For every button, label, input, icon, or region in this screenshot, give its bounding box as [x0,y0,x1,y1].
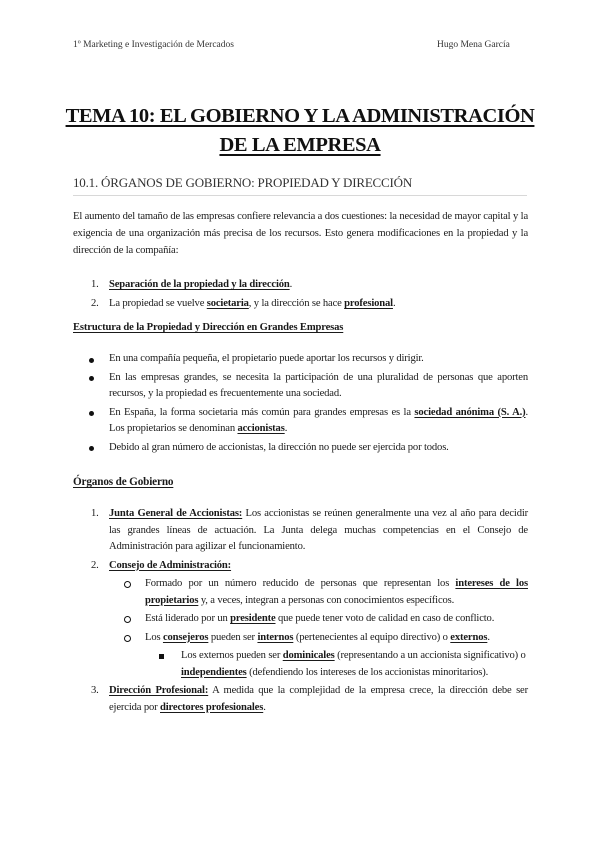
bold-term: dominicales [282,650,335,661]
bullet-icon [89,376,94,381]
text-fragment: Los [145,631,163,643]
text-fragment: y, a veces, integran a personas con conocimientos específicos. [198,594,455,606]
sub-list-item [109,576,528,609]
sub-sub-list-item [145,648,528,681]
text-fragment: (defendiendo los intereses de los accionistas minoritarios). [246,666,489,678]
structure-heading: Estructura de la Propiedad y Dirección en Grandes Empresas [73,322,344,333]
text-fragment: , y la dirección se hace [248,298,345,309]
list-item [73,294,528,313]
hollow-bullet-icon [124,616,131,623]
section-divider [73,195,527,196]
list-number: 1. [91,508,99,519]
text-fragment: En España, la forma societaria más común para grandes empresas es la [109,406,415,418]
list-item [73,370,528,403]
header-author: Hugo Mena García [437,40,510,50]
square-bullet-icon [159,654,164,659]
text-fragment: Formado por un número reducido de personas que representan los [145,578,456,589]
list-number: 1. [91,279,99,290]
bold-term: accionistas [237,423,285,434]
list-item [73,683,528,716]
bold-term: directores profesionales [160,701,264,713]
list-item [73,275,528,294]
bold-term: externos [450,631,488,643]
hollow-bullet-icon [124,635,131,642]
list-item [73,351,528,368]
bold-term: consejeros [162,631,209,643]
text-fragment: En las empresas grandes, se necesita la participación de una pluralidad de personas que aporten recursos, y la propiedad es frecuentemente una sociedad. [109,371,528,399]
sub-list-item [109,630,528,647]
text-fragment: En una compañía pequeña, el propietario puede aportar los recursos y dirigir. [109,353,424,364]
text-fragment: . [487,631,490,643]
list-item [73,506,528,556]
text-fragment: (pertenecientes al equipo directivo) o [293,631,451,643]
text-fragment: Debido al gran número de accionistas, la dirección no puede ser ejercida por todos. [109,441,449,453]
text-fragment: . [289,279,293,290]
list-item [73,405,528,438]
hollow-bullet-icon [124,581,131,588]
list-item [73,440,528,457]
bullet-icon [89,446,94,451]
changes-list [73,275,528,313]
bold-term: Separación de la propiedad y la dirección [109,279,290,290]
bullet-icon [89,358,94,363]
bold-term: Junta General de Accionistas: [109,508,243,519]
text-fragment: . [284,423,288,434]
text-fragment: . [263,701,266,713]
bullet-icon [89,411,94,416]
text-fragment: A medida que la complejidad de la empresa crece, la dirección debe ser ejercida por [109,685,528,713]
text-fragment: pueden ser [208,631,258,643]
list-item [73,558,528,575]
text-fragment: (representando a un accionista significativo) o [334,650,526,661]
text-fragment: . Los propietarios se denominan [109,406,528,434]
bold-term: sociedad anónima (S. A.) [414,406,526,418]
intro-paragraph: El aumento del tamaño de las empresas confiere relevancia a dos cuestiones: la necesidad de mayor capital y la exigencia de una organización más precisa de los recursos. Esto genera modificaciones en la propiedad y la dirección de la compañía: [73,211,528,256]
bold-term: independientes [181,666,247,678]
header-course: 1º Marketing e Investigación de Mercados [73,40,234,50]
page-title: TEMA 10: EL GOBIERNO Y LA ADMINISTRACIÓN DE LA EMPRESA [65,105,535,156]
governance-list [73,506,528,718]
text-fragment: Los externos pueden ser [181,650,283,661]
text-fragment: . [392,298,396,309]
bold-term: internos [257,631,294,643]
bold-term: intereses de los propietarios [145,578,528,606]
bold-term: societaria [206,298,249,309]
bold-term: Consejo de Administración: [109,559,232,571]
text-fragment: La propiedad se vuelve [109,298,207,309]
governance-heading: Órganos de Gobierno [73,476,174,488]
list-number: 2. [91,298,99,309]
bold-term: presidente [230,613,276,624]
section-heading: 10.1. ÓRGANOS DE GOBIERNO: PROPIEDAD Y DIRECCIÓN [73,175,413,190]
list-number: 3. [91,685,99,696]
text-fragment: Está liderado por un [145,613,231,624]
text-fragment: que puede tener voto de calidad en caso de conflicto. [275,613,495,624]
bold-term: Dirección Profesional: [109,685,209,696]
bold-term: profesional [344,298,393,309]
text-fragment: Los accionistas se reúnen generalmente una vez al año para decidir las grandes líneas de actuación. La Junta delega muchas competencias en el Consejo de Administración para agilizar el funcionamiento. [109,508,529,552]
list-number: 2. [91,559,99,571]
structure-bullets [73,351,528,458]
sub-list-item [109,611,528,628]
